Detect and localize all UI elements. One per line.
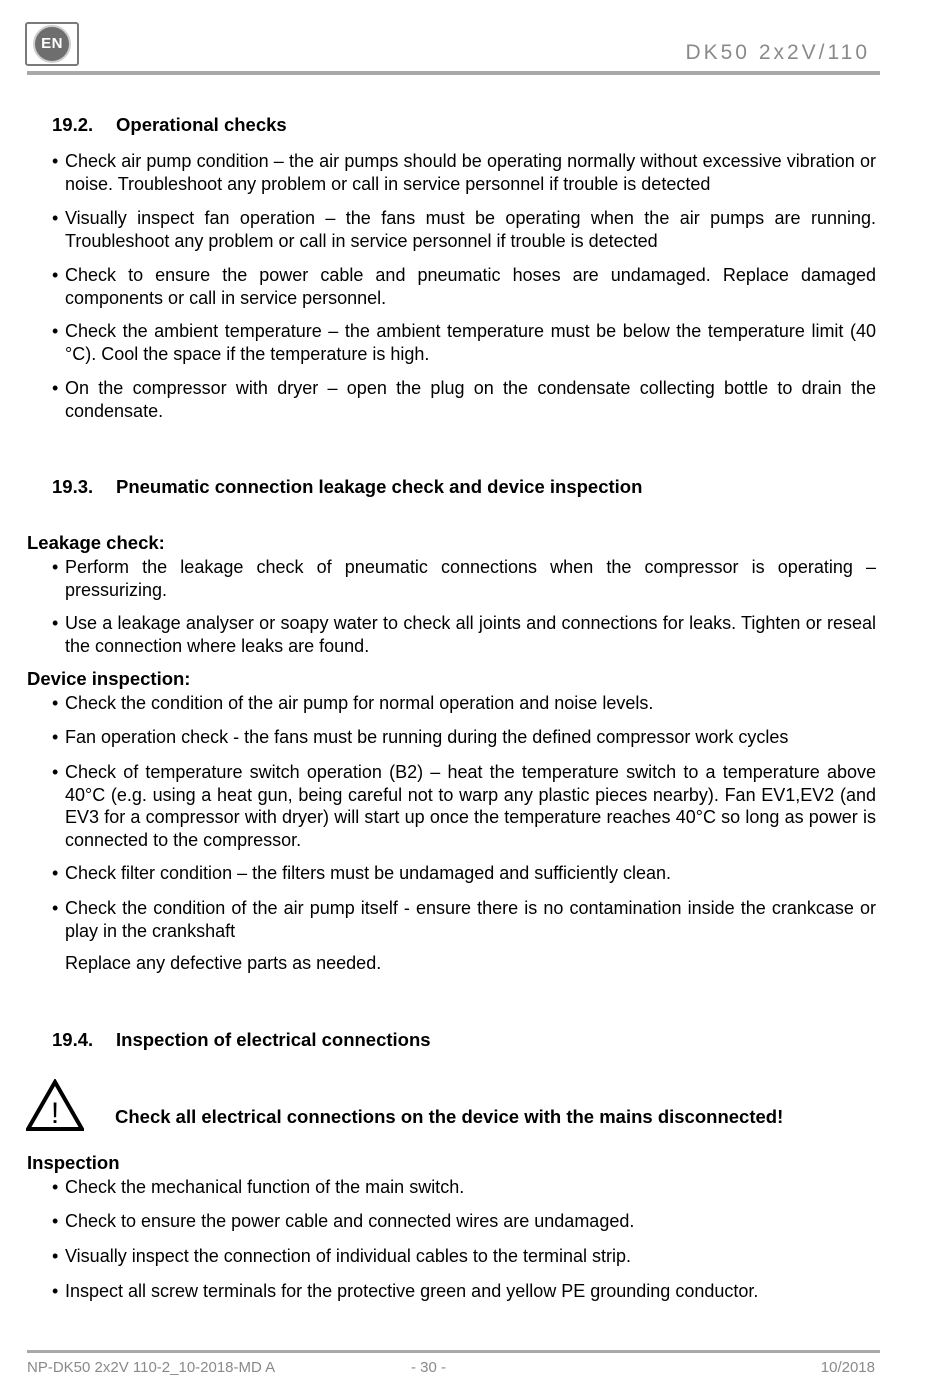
- bullet: •: [52, 1281, 59, 1301]
- list-item: [52, 556, 876, 601]
- list-item: [52, 150, 876, 195]
- list-item-text: Check air pump condition – the air pumps should be operating normally without excessive vibration or noise. Troubleshoot any problem or call in service personnel if trouble is detected: [65, 151, 876, 194]
- footer-date: 10/2018: [820, 1359, 875, 1376]
- list-item-text: Check filter condition – the filters must be undamaged and sufficiently clean.: [65, 863, 672, 883]
- list-item-text: Perform the leakage check of pneumatic connections when the compressor is operating – pressurizing.: [65, 557, 876, 600]
- list-item: [52, 1176, 876, 1199]
- list-item-text: Check the ambient temperature – the ambient temperature must be below the temperature limit (40 °C). Cool the space if the temperature is high.: [65, 321, 876, 364]
- list-item: [52, 377, 876, 422]
- language-badge-icon: [25, 22, 79, 66]
- section-title: Operational checks: [116, 114, 287, 135]
- list-item: [52, 1210, 876, 1233]
- list-item-text: Visually inspect the connection of individual cables to the terminal strip.: [65, 1246, 631, 1266]
- device-inspection-label: Device inspection:: [27, 668, 191, 689]
- inspection-label: Inspection: [27, 1152, 120, 1173]
- list-item: [52, 692, 876, 715]
- section-19-2-heading: [52, 114, 287, 137]
- warning-triangle-icon: [26, 1079, 84, 1131]
- list-item-text: Fan operation check - the fans must be running during the defined compressor work cycles: [65, 727, 789, 747]
- bullet: •: [52, 693, 59, 713]
- bullet: •: [52, 863, 59, 883]
- section-number: 19.3.: [52, 476, 94, 497]
- section-19-4-heading: [52, 1029, 431, 1052]
- header-divider: [27, 71, 880, 75]
- list-item: [52, 1280, 876, 1303]
- bullet: •: [52, 378, 59, 398]
- bullet: •: [52, 557, 59, 577]
- section-title: Inspection of electrical connections: [116, 1029, 431, 1050]
- bullet: •: [52, 727, 59, 747]
- bullet: •: [52, 1211, 59, 1231]
- section-number: 19.2.: [52, 114, 94, 135]
- section-19-3-heading: [52, 476, 642, 499]
- list-item: [52, 1245, 876, 1268]
- footer-divider: [27, 1350, 880, 1353]
- warning-message: Check all electrical connections on the device with the mains disconnected!: [115, 1106, 784, 1127]
- list-item: [52, 862, 876, 885]
- footer-page-number: - 30 -: [411, 1359, 447, 1376]
- warning-glyph: !: [50, 1097, 60, 1130]
- bullet: •: [52, 321, 59, 341]
- list-item: [52, 726, 876, 749]
- list-item-text: Check the condition of the air pump itself - ensure there is no contamination inside the crankcase or play in the crankshaft: [65, 898, 876, 941]
- bullet: •: [52, 265, 59, 285]
- bullet: •: [52, 613, 59, 633]
- replace-parts-note: Replace any defective parts as needed.: [65, 953, 382, 973]
- leakage-check-label: Leakage check:: [27, 532, 165, 553]
- list-item-text: Visually inspect fan operation – the fans must be operating when the air pumps are running. Troubleshoot any problem or call in service personnel if trouble is detected: [65, 208, 876, 251]
- bullet: •: [52, 762, 59, 782]
- list-item: [52, 320, 876, 365]
- bullet: •: [52, 208, 59, 228]
- list-item-text: Check to ensure the power cable and pneumatic hoses are undamaged. Replace damaged components or call in service personnel.: [65, 265, 876, 308]
- bullet: •: [52, 898, 59, 918]
- bullet: •: [52, 151, 59, 171]
- list-item: [52, 897, 876, 942]
- list-item-text: Check of temperature switch operation (B2) – heat the temperature switch to a temperature above 40°C (e.g. using a heat gun, being careful not to warp any plastic pieces nearby). Fan EV1,EV2 (and EV3 for a compressor with dryer) will start up once the temperature reaches 40°C so long as power is connected to the compressor.: [65, 762, 876, 850]
- list-item-text: Check the condition of the air pump for normal operation and noise levels.: [65, 693, 654, 713]
- list-item: [52, 264, 876, 309]
- list-item-text: Check the mechanical function of the main switch.: [65, 1177, 465, 1197]
- section-number: 19.4.: [52, 1029, 94, 1050]
- list-item-text: Check to ensure the power cable and connected wires are undamaged.: [65, 1211, 635, 1231]
- list-item-text: On the compressor with dryer – open the plug on the condensate collecting bottle to drain the condensate.: [65, 378, 876, 421]
- list-item-text: Use a leakage analyser or soapy water to check all joints and connections for leaks. Tighten or reseal the connection where leaks are found.: [65, 613, 876, 656]
- list-item-text: Inspect all screw terminals for the protective green and yellow PE grounding conductor.: [65, 1281, 759, 1301]
- language-badge-label: EN: [33, 25, 71, 63]
- bullet: •: [52, 1177, 59, 1197]
- list-item: [52, 761, 876, 851]
- bullet: •: [52, 1246, 59, 1266]
- section-title: Pneumatic connection leakage check and device inspection: [116, 476, 643, 497]
- footer-doc-code: NP-DK50 2x2V 110-2_10-2018-MD A: [27, 1359, 276, 1376]
- model-name: DK50 2x2V/110: [685, 41, 870, 64]
- list-item: [52, 612, 876, 657]
- list-item: [52, 207, 876, 252]
